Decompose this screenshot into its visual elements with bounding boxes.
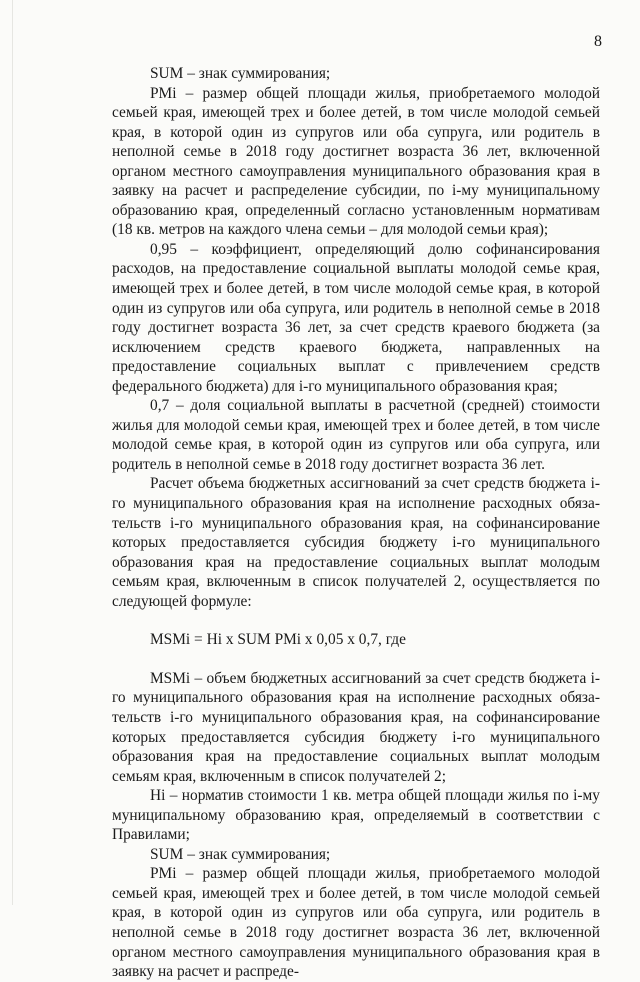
paragraph-pm-definition-2: PMi – размер общей площади жилья, приобретаемого молодой семьей края, имеющей трех и более детей, в том числе молодой семьей края, в которой один из супругов или оба супруга, или родитель в неполной семье в 2018 году достигнет возраста 36 лет, включенной органом местного самоуправления муниципального образования края в заявку на расчет и распреде- xyxy=(112,865,600,981)
paragraph-sum-definition: SUM – знак суммирования; xyxy=(150,65,331,82)
paragraph-share-07: 0,7 – доля социальной выплаты в расчетной (средней) стоимости жилья для молодой семьи края, имеющей трех и более детей, в том числе молодой семье края, в которой один из супругов или оба супруга, или родитель в неполной семье в 2018 году достигнет возраста 36 лет. xyxy=(112,397,600,473)
paragraph-msm-definition: MSMi – объем бюджетных ассигнований за счет средств бюджета i-го муниципального образования края на исполнение расходных обязательств i-го муниципального образования края, на софинансирование которых предоставляется субсидия бюджету i-го муниципального образования края на предоставление социальных выплат молодым семьям края, включенным в список получателей 2; xyxy=(112,669,600,785)
document-body xyxy=(112,64,600,982)
paragraph-coefficient-095: 0,95 – коэффициент, определяющий долю софинансирования расходов, на предоставление социальной выплаты молодой семье края, имеющей трех и более детей, в том числе молодой семье края, в которой один из супругов или оба супруга, или родитель в неполной семье в 2018 году достигнет возраста 36 лет, за счет средств краевого бюджета (за исключением средств краевого бюджета, направленных на предоставление социальных выплат с привлечением средств федерального бюджета) для i-го муниципального образования края; xyxy=(112,240,600,395)
paragraph-pm-definition: PMi – размер общей площади жилья, приобретаемого молодой семьей края, имеющей трех и более детей, в том числе молодой семьей края, в которой один из супругов или оба супруга, или родитель в неполной семье в 2018 году достигнет возраста 36 лет, включенной органом местного самоуправления муниципального образования края в заявку на расчет и распределение субсидии, по i-му муниципальному образованию края, определенный согласно установленным нормативам (18 кв. метров на каждого члена семьи – для молодой семьи края); xyxy=(112,84,600,239)
paragraph-sum-definition-2: SUM – знак суммирования; xyxy=(150,845,331,863)
formula-msm: MSMi = Hi x SUM PMi x 0,05 x 0,7, где xyxy=(150,631,406,649)
page-number: 8 xyxy=(594,33,602,50)
paragraph-h-definition: Hi – норматив стоимости 1 кв. метра общей площади жилья по i-му муниципальному образованию края, определяемый в соответствии с Правилами; xyxy=(112,787,600,844)
scan-edge-line xyxy=(12,0,13,905)
paragraph-calculation-intro: Расчет объема бюджетных ассигнований за счет средств бюджета i-го муниципального образования края на исполнение расходных обязательств i-го муниципального образования края, на софинансирование которых предоставляется субсидия бюджету i-го муниципального образования края на предоставление социальных выплат молодым семьям края, включенным в список получателей 2, осуществляется по следующей формуле: xyxy=(112,475,600,610)
